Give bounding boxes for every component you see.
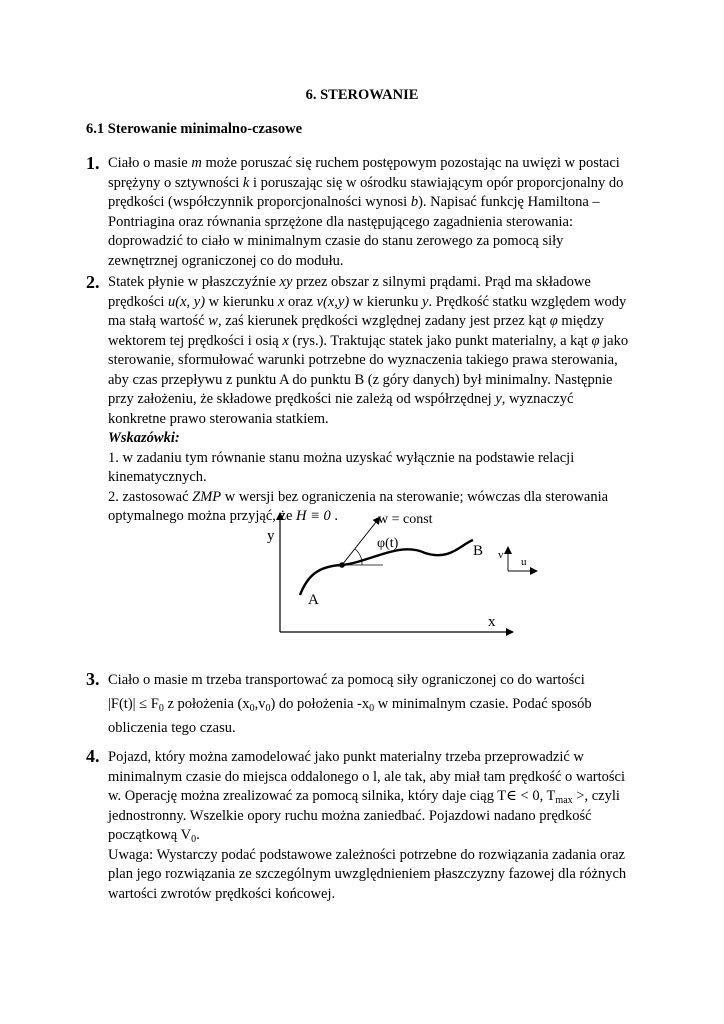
hint-line: 2. zastosować ZMP w wersji bez ograniczenia na sterowanie; wówczas dla sterowania (108, 488, 609, 505)
hint-line: 1. w zadaniu tym równanie stanu można uzyskać wyłącznie na podstawie relacji (108, 449, 575, 466)
problem-3-line: obliczenia tego czasu. (108, 720, 236, 736)
problem-number-4: 4. (86, 746, 100, 766)
problem-2-line: Statek płynie w płaszczyźnie xy przez obszar z silnymi prądami. Prąd ma składowe (108, 274, 591, 290)
problem-4-line: jednostronny. Wszelkie opory ruchu można zaniedbać. Pojazdowi nadano prędkość (108, 807, 592, 824)
problem-1-line: Pontriagina oraz równania sprzężone dla następującego zagadnienia sterowania: (108, 213, 574, 230)
hints-heading: Wskazówki: (108, 430, 180, 446)
problem-2-line: aby czas przepływu z punktu A do punktu B (z góry danych) był minimalny. Następnie (108, 371, 613, 388)
point-a-label: A (308, 592, 319, 608)
problem-1-line: zewnętrznej ograniczonej co do modułu. (108, 252, 344, 269)
problem-4-line: początkową $V_0$. (108, 827, 200, 845)
point-b-label: B (473, 543, 484, 559)
problem-2-line: konkretne prawo sterowania statkiem. (108, 410, 329, 427)
problem-4-line: w. Operację można zrealizować za pomocą silnika, który daje ciąg T∈ < 0, $T_{max}$ >, czyli (108, 788, 620, 806)
problem-number-2: 2. (86, 272, 100, 292)
point-marker (339, 562, 345, 568)
problem-1-text (108, 154, 668, 271)
w-label: w = const (378, 512, 433, 527)
section-heading: 6.1 Sterowanie minimalno-czasowe (86, 121, 302, 137)
x-axis-label: x (488, 614, 496, 630)
problem-1-line: prędkości (współczynnik proporcjonalności wynosi b). Napisać funkcję Hamiltona – (108, 194, 600, 210)
problem-4-line: wartości zwrotów prędkości końcowej. (108, 885, 336, 902)
problem-2-line: przy założeniu, że składowe prędkości nie zależą od współrzędnej y, wyznaczyć (108, 391, 574, 407)
problem-4-line: minimalnym czasie do miejsca oddalonego o l, ale tak, aby miał tam prędkość o wartości (108, 768, 626, 785)
hint-line: optymalnego można przyjąć, że H ≡ 0 . (108, 508, 339, 524)
problem-number-3: 3. (86, 669, 100, 689)
problem-1-line: doprowadzić to ciało w minimalnym czasie do stanu zerowego za pomocą siły (108, 233, 564, 249)
problem-2-text (108, 273, 668, 527)
trajectory-figure (255, 505, 545, 640)
problem-2-line: sterowanie, sformułować warunki potrzebne do wyznaczenia takiego prawa sterowania, (108, 352, 618, 368)
v-label: v (498, 549, 504, 561)
page-title: 6. STEROWANIE (305, 87, 419, 103)
problem-4-line: Uwaga: Wystarczy podać podstawowe zależności potrzebne do rozwiązania zadania oraz (108, 846, 625, 863)
problem-3-text (108, 668, 668, 740)
problem-4-line: Pojazd, który można zamodelować jako punkt materialny trzeba przeprowadzić w (108, 749, 584, 765)
problem-2-line: ma stałą wartość w, zaś kierunek prędkości względnej zadany jest przez kąt φ między (108, 313, 605, 329)
problem-2-line: prędkości u(x, y) w kierunku x oraz v(x,y) w kierunku y. Prędkość statku względem wody (108, 293, 627, 310)
problem-4-text (108, 748, 668, 904)
problem-2-line: wektorem tej prędkości i osią x (rys.). Traktując statek jako punkt materialny, a kąt φ jako (108, 332, 629, 349)
u-label: u (521, 556, 527, 568)
problem-4-line: plan jego rozwiązania ze szczególnym uwzględnieniem płaszczyzny fazowej dla różnych (108, 866, 627, 882)
problem-3-line: Ciało o masie m trzeba transportować za pomocą siły ograniczonej co do wartości (108, 672, 585, 688)
problem-1-line: Ciało o masie m może poruszać się ruchem postępowym pozostając na uwięzi w postaci (108, 155, 620, 171)
phi-label: φ(t) (377, 536, 399, 551)
problem-1-line: sprężyny o sztywności k i poruszając się w ośrodku stawiającym opór proporcjonalny do (108, 174, 624, 191)
problem-number-1: 1. (86, 153, 100, 173)
problem-3-line: $|F(t)| \le F_0$ z położenia $(x_0,v_0)$ do położenia $-x_0$ w minimalnym czasie. Podać sposób (108, 696, 592, 714)
y-axis-label: y (267, 528, 275, 544)
hint-line: kinematycznych. (108, 469, 207, 485)
